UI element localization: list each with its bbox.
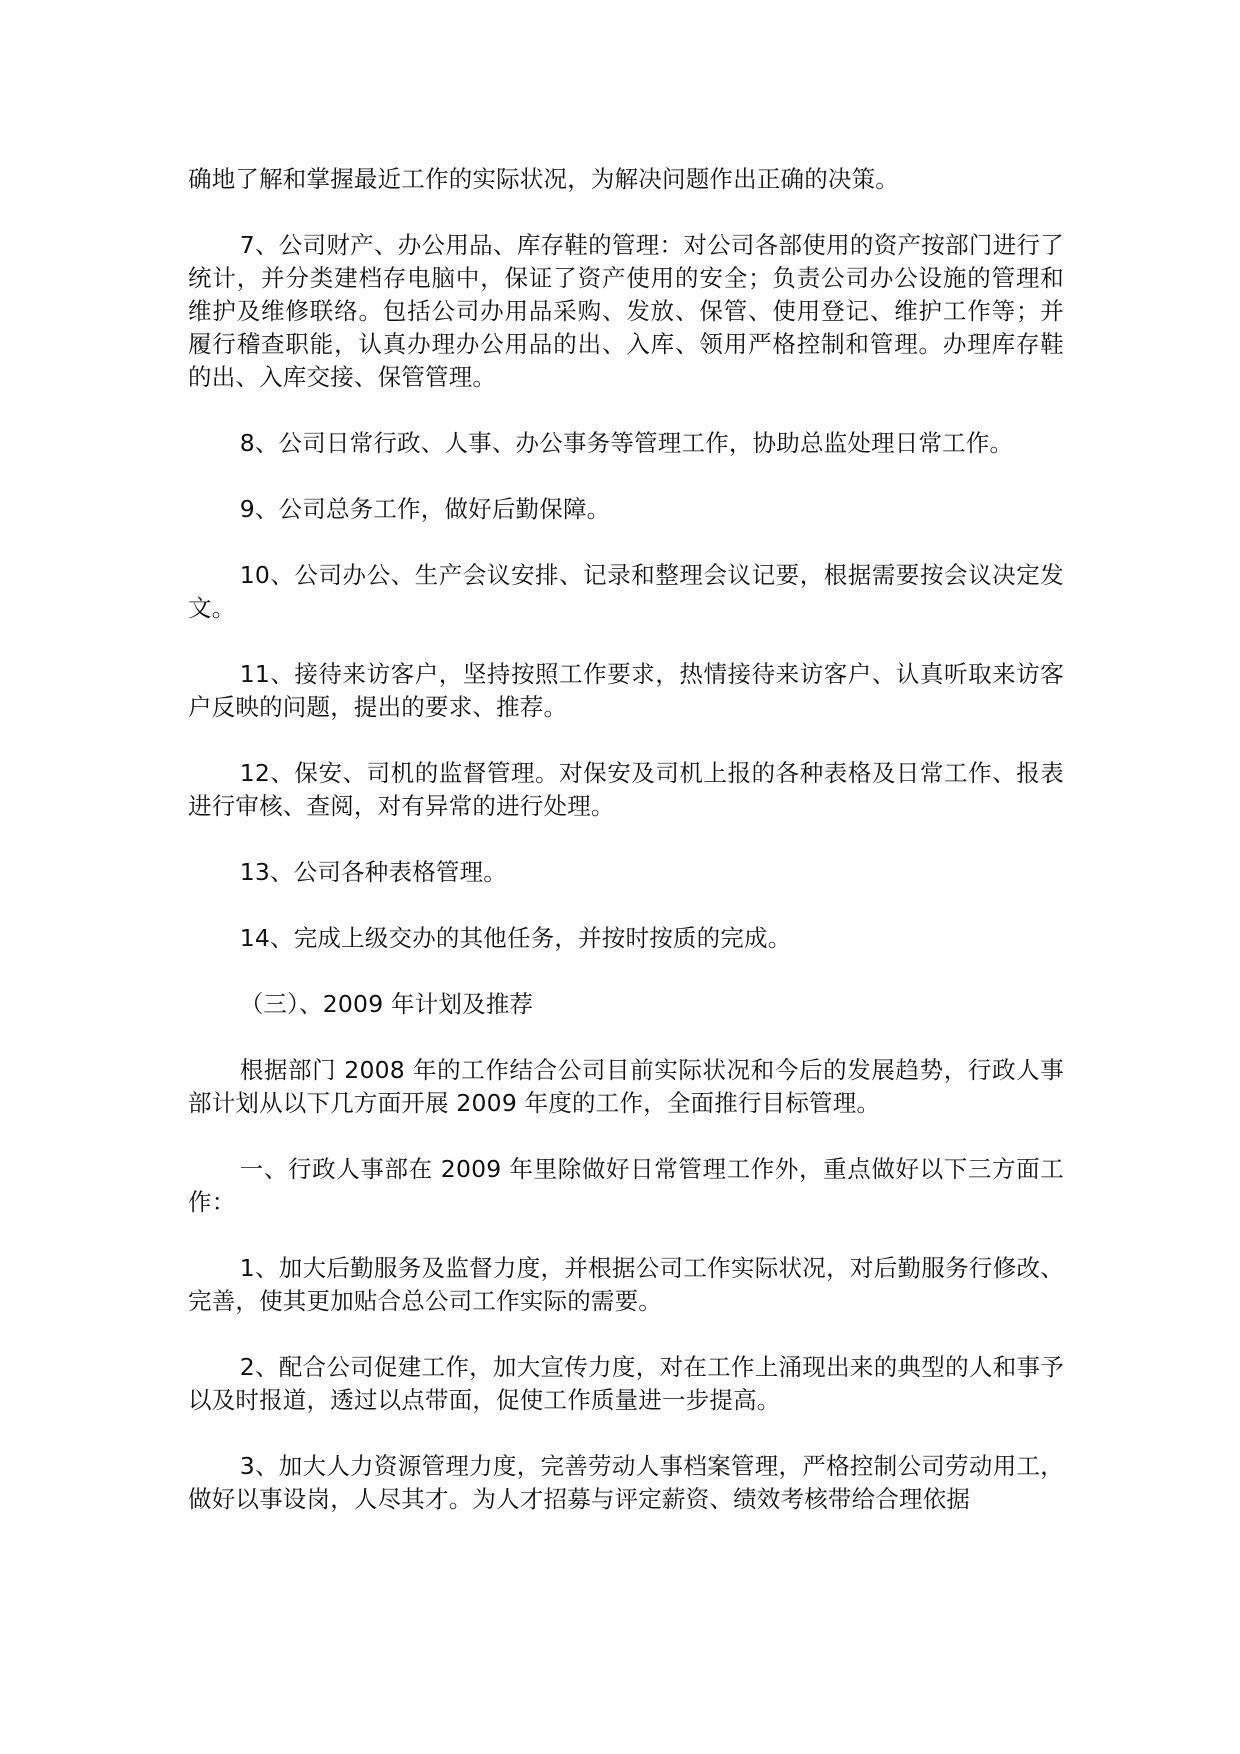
paragraph-12: 一、行政人事部在 2009 年里除做好日常管理工作外，重点做好以下三方面工作： — [188, 1155, 1064, 1216]
paragraph-14: 2、配合公司促建工作，加大宣传力度，对在工作上涌现出来的典型的人和事予以及时报道，透过以点带面，促使工作质量进一步提高。 — [188, 1353, 1064, 1414]
section-heading: （三）、2009 年计划及推荐 — [239, 990, 534, 1018]
paragraph-5: 10、公司办公、生产会议安排、记录和整理会议记要，根据需要按会议决定发文。 — [188, 561, 1064, 622]
paragraph-15: 3、加大人力资源管理力度，完善劳动人事档案管理，严格控制公司劳动用工，做好以事设岗，人尽其才。为人才招募与评定薪资、绩效考核带给合理依据 — [188, 1452, 1064, 1513]
paragraph-11: 根据部门 2008 年的工作结合公司目前实际状况和今后的发展趋势，行政人事部计划从以下几方面开展 2009 年度的工作，全面推行目标管理。 — [188, 1056, 1064, 1117]
paragraph-6: 11、接待来访客户，坚持按照工作要求，热情接待来访客户、认真听取来访客户反映的问题，提出的要求、推荐。 — [188, 660, 1064, 721]
paragraph-3: 8、公司日常行政、人事、办公事务等管理工作，协助总监处理日常工作。 — [239, 429, 1014, 457]
paragraph-8: 13、公司各种表格管理。 — [239, 858, 507, 886]
document-body — [188, 163, 1064, 1549]
paragraph-13: 1、加大后勤服务及监督力度，并根据公司工作实际状况，对后勤服务行修改、完善，使其更加贴合总公司工作实际的需要。 — [188, 1254, 1064, 1315]
paragraph-1: 确地了解和掌握最近工作的实际状况，为解决问题作出正确的决策。 — [188, 165, 899, 193]
paragraph-9: 14、完成上级交办的其他任务，并按时按质的完成。 — [239, 924, 792, 952]
paragraph-2: 7、公司财产、办公用品、库存鞋的管理：对公司各部使用的资产按部门进行了统计，并分类建档存电脑中，保证了资产使用的安全；负责公司办公设施的管理和维护及维修联络。包括公司办用品采购、发放、保管、使用登记、维护工作等；并履行稽查职能，认真办理办公用品的出、入库、领用严格控制和管理。办理库存鞋的出、入库交接、保管管理。 — [188, 231, 1064, 391]
paragraph-4: 9、公司总务工作，做好后勤保障。 — [239, 495, 611, 523]
paragraph-7: 12、保安、司机的监督管理。对保安及司机上报的各种表格及日常工作、报表进行审核、查阅，对有异常的进行处理。 — [188, 759, 1064, 820]
